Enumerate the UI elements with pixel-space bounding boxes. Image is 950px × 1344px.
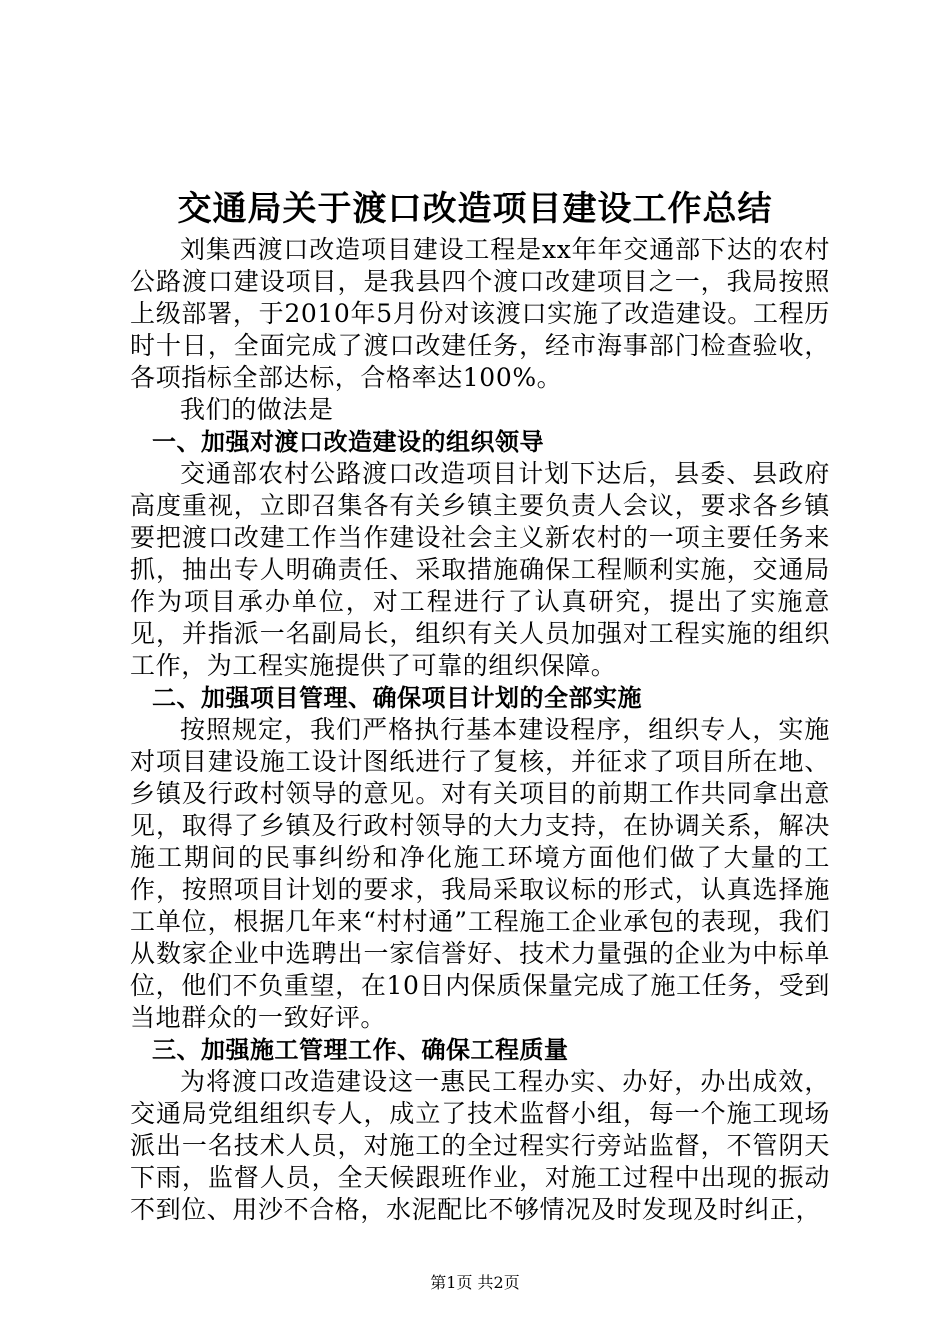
section-paragraph-1: 交通部农村公路渡口改造项目计划下达后，县委、县政府高度重视，立即召集各有关乡镇主要负责人会议，要求各乡镇要把渡口改建工作当作建设社会主义新农村的一项主要任务来抓，抽出专人明确责任、采取措施确保工程顺利实施，交通局作为项目承办单位，对工程进行了认真研究，提出了实施意见，并指派一名副局长，组织有关人员加强对工程实施的组织工作，为工程实施提供了可靠的组织保障。: [130, 459, 830, 680]
section-paragraph-2: 按照规定，我们严格执行基本建设程序，组织专人，实施对项目建设施工设计图纸进行了复核，并征求了项目所在地、乡镇及行政村领导的意见。对有关项目的前期工作共同拿出意见，取得了乡镇及行政村领导的大力支持，在协调关系，解决施工期间的民事纠纷和净化施工环境方面他们做了大量的工作，按照项目计划的要求，我局采取议标的形式，认真选择施工单位，根据几年来“村村通”工程施工企业承包的表现，我们从数家企业中选聘出一家信誉好、技术力量强的企业为中标单位，他们不负重望，在10日内保质保量完成了施工任务，受到当地群众的一致好评。: [130, 715, 830, 1032]
section-heading-3: 三、加强施工管理工作、确保工程质量: [152, 1036, 569, 1064]
intro-paragraph: 刘集西渡口改造项目建设工程是xx年年交通部下达的农村公路渡口建设项目，是我县四个渡口改建项目之一，我局按照上级部署，于2010年5月份对该渡口实施了改造建设。工程历时十日，全面完成了渡口改建任务，经市海事部门检查验收，各项指标全部达标，合格率达100%。: [130, 235, 830, 392]
lead-paragraph: 我们的做法是: [180, 395, 334, 424]
page-footer: 第1页 共2页: [430, 1273, 520, 1292]
document-title: 交通局关于渡口改造项目建设工作总结: [177, 189, 773, 229]
section-heading-1: 一、加强对渡口改造建设的组织领导: [152, 428, 544, 456]
document-body: [130, 234, 830, 1226]
section-paragraph-3: 为将渡口改造建设这一惠民工程办实、办好，办出成效，交通局党组组织专人，成立了技术监督小组，每一个施工现场派出一名技术人员，对施工的全过程实行旁站监督，不管阴天下雨，监督人员，全天候跟班作业，对施工过程中出现的振动不到位、用沙不合格，水泥配比不够情况及时发现及时纠正，: [130, 1067, 830, 1224]
section-heading-2: 二、加强项目管理、确保项目计划的全部实施: [152, 684, 642, 712]
